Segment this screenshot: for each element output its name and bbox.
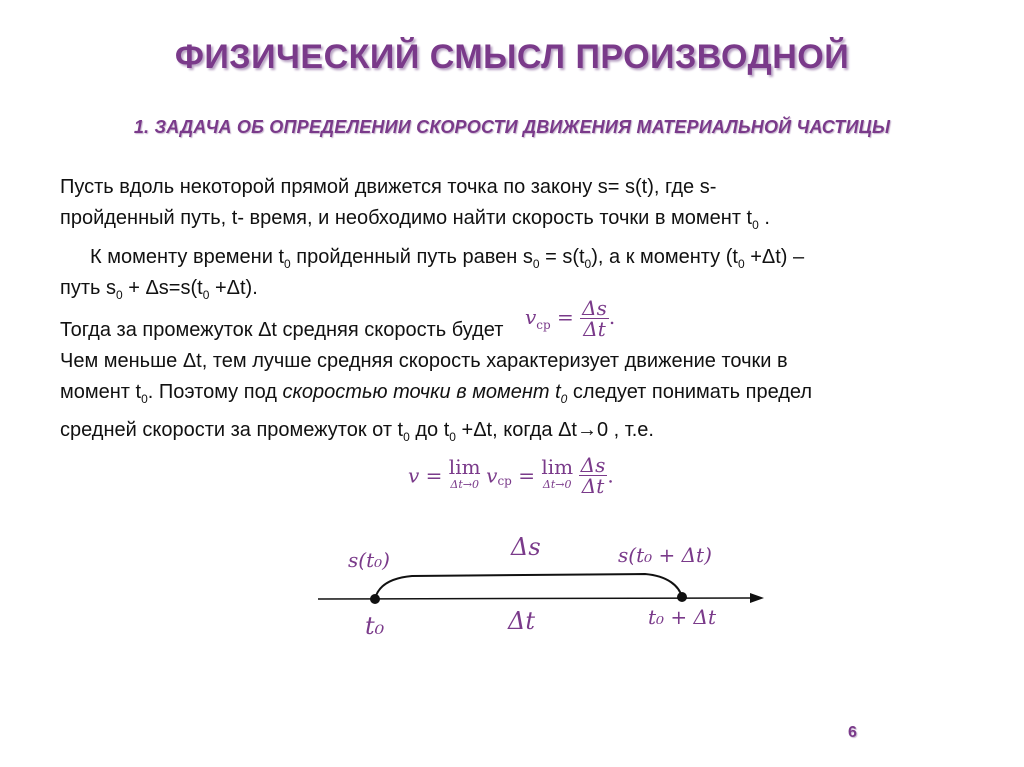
lim-word: lim	[448, 454, 481, 479]
fraction-numerator: Δs	[582, 296, 607, 320]
equals-sign: =	[419, 463, 449, 488]
p2-text: +Δt).	[209, 277, 258, 299]
p4-line1: Чем меньше Δt, тем лучше средняя скорость характеризует движение точки в	[60, 350, 788, 372]
arrow-glyph: →	[576, 419, 597, 441]
fraction-denominator: Δt	[581, 474, 605, 498]
v-symbol: v	[408, 463, 420, 488]
period: .	[607, 463, 614, 488]
v-symbol: v	[486, 463, 498, 488]
p2-text: путь s	[60, 277, 116, 299]
p4-text: 0 , т.е.	[596, 419, 654, 441]
p1-line2-end: .	[758, 207, 770, 229]
p4-text: следует понимать предел	[567, 381, 813, 403]
subscript: 0	[115, 288, 123, 302]
fraction-numerator: Δs	[580, 453, 606, 477]
subscript: 0	[141, 392, 148, 406]
p2-text: + Δs=s(t	[122, 277, 203, 299]
p2-text: пройденный путь равен s	[290, 246, 533, 268]
p4-italic-text: скоростью точки в момент $t_0$	[282, 381, 568, 406]
equals-sign: =	[550, 304, 581, 329]
subscript: 0	[584, 257, 592, 271]
p2-text: +Δt) –	[744, 246, 805, 268]
subscript: 0	[284, 257, 291, 271]
slide-subtitle: 1. ЗАДАЧА ОБ ОПРЕДЕЛЕНИИ СКОРОСТИ ДВИЖЕНИЯ МАТЕРИАЛЬНОЙ ЧАСТИЦЫ	[133, 117, 891, 137]
p4-text: средней скорости за промежуток от t	[60, 419, 404, 441]
lim-subscript: Δt→0	[542, 477, 572, 491]
p4-text: до t	[409, 419, 450, 441]
delta-s-arc	[375, 574, 682, 599]
subscript: 0	[449, 430, 456, 444]
label-s-t0-plus-dt: s(t₀ + Δt)	[618, 543, 712, 567]
v-symbol: v	[524, 304, 537, 329]
lim-subscript: Δt→0	[450, 477, 479, 491]
p2-text: ), а к моменту (t	[591, 246, 738, 268]
p4-text: . Поэтому под	[147, 381, 277, 403]
label-t0: t₀	[365, 612, 385, 640]
p1-line2-text: пройденный путь, t- время, и необходимо найти скорость точки в момент t	[60, 207, 753, 229]
v-subscript-cp: ср	[497, 473, 512, 488]
page-number: 6	[848, 724, 857, 741]
time-axis-line	[318, 598, 752, 599]
point-t0	[370, 594, 380, 604]
p4-text: момент t	[60, 381, 142, 403]
p1-line1: Пусть вдоль некоторой прямой движется точка по закону s= s(t), где s-	[60, 176, 717, 198]
subscript: 0	[752, 218, 759, 232]
fraction-denominator: Δt	[583, 317, 606, 341]
period: .	[608, 304, 616, 329]
subscript: 0	[202, 288, 210, 302]
label-s-t0: s(t₀)	[348, 548, 390, 572]
p3-text: Тогда за промежуток Δt средняя скорость будет	[60, 318, 504, 341]
v-subscript-cp: ср	[536, 317, 551, 332]
slide-title: ФИЗИЧЕСКИЙ СМЫСЛ ПРОИЗВОДНОЙ	[174, 38, 850, 76]
p4-text: +Δt, когда Δt	[455, 419, 577, 441]
subscript: 0	[403, 430, 410, 444]
subscript: 0	[737, 257, 745, 271]
lim-word: lim	[541, 454, 574, 479]
point-t0-plus-dt	[677, 592, 687, 602]
axis-arrowhead	[750, 593, 764, 603]
equals-sign: =	[511, 463, 542, 488]
label-delta-t: Δt	[508, 607, 535, 635]
subscript: 0	[532, 257, 540, 271]
label-delta-s: Δs	[511, 533, 541, 561]
p2-text: = s(t	[539, 246, 585, 268]
label-t0-plus-dt: t₀ + Δt	[648, 605, 717, 629]
p2-text: К моменту времени t	[90, 246, 285, 268]
